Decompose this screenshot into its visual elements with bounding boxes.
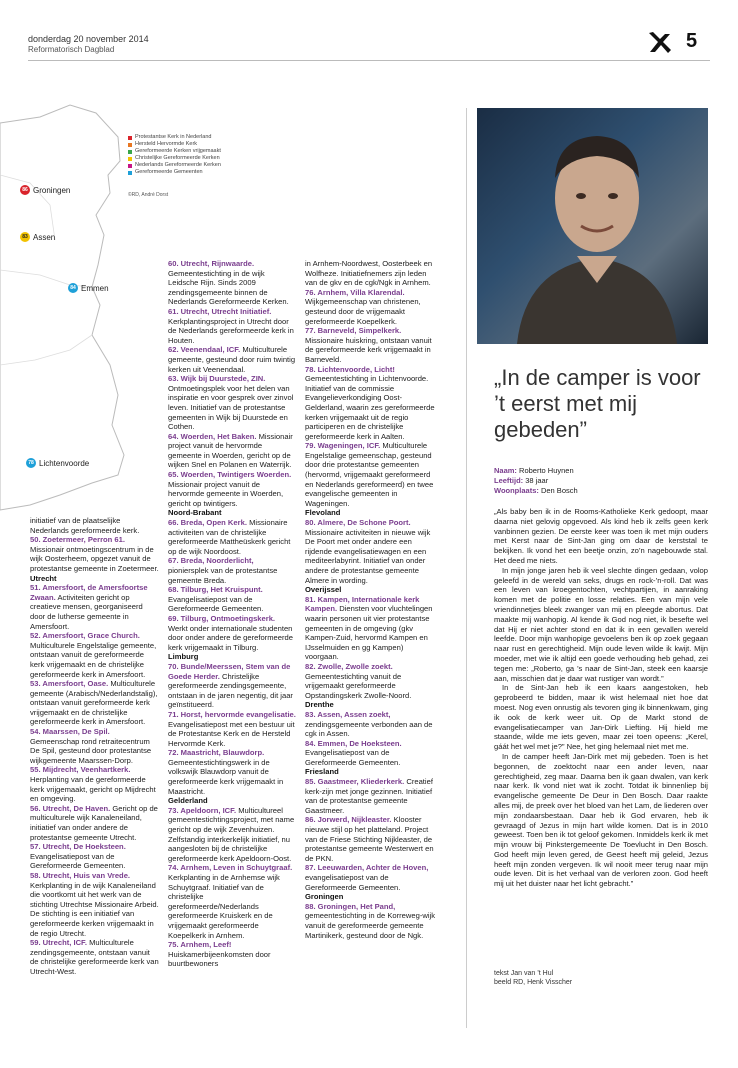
intro-text: initiatief van de plaatselijke Nederlands gereformeerde kerk. — [30, 516, 140, 535]
meta-name: Naam: Roberto Huynen — [494, 466, 574, 475]
list-item: 51. Amersfoort, de Amersfoortse Zwaan. Activiteiten gericht op creatieve mensen, georganiseerd door de lutherse gemeente in Amersfoort. — [30, 583, 148, 631]
map-city-lichtenvoorde: 78 Lichtenvoorde — [26, 458, 89, 468]
list-item: 69. Tilburg, Ontmoetingskerk. Werkt onder internationale studenten door onder andere de gereformeerde kerk vrijgemaakt in Tilburg. — [168, 613, 293, 652]
meta-age: Leeftijd: 38 jaar — [494, 476, 549, 485]
list-item: 83. Assen, Assen zoekt, zendingsgemeente verbonden aan de cgk in Assen. — [305, 709, 433, 739]
interview-text — [494, 507, 708, 889]
map-legend — [128, 134, 221, 176]
list-item: 53. Amersfoort, Oase. Multiculturele gemeente (Arabisch/Nederlandstalig), ontstaan vanuit gereformeerde kerk vrijgemaakt en de christelijke gereformeerde kerk in Amersfoort. — [30, 679, 158, 727]
map-city-groningen: 86 Groningen — [20, 185, 70, 195]
region-heading: Limburg — [168, 652, 199, 662]
region-heading: Groningen — [305, 892, 344, 902]
list-item: 85. Gaastmeer, Kliederkerk. Creatief kerk-zijn met jonge gezinnen. Initiatief van de protestantse gemeente Gaastmeer. — [305, 777, 433, 815]
list-item: 52. Amersfoort, Grace Church. Multiculturele Engelstalige gemeente, ontstaan vanuit de gereformeerde kerk vrijgemaakt en de christelijke gereformeerde kerk in Amersfoort. — [30, 631, 157, 679]
article-credits — [494, 969, 572, 987]
list-item: 78. Lichtenvoorde, Licht! Gemeentestichting in Lichtenvoorde. Initiatief van de commissie Evangelieverkondiging Oost-Gelderland, waarin zes gereformeerde kerken vrijgemaakt uit de regio participeren en de christelijke gereformeerde kerk in Aalten. — [305, 364, 435, 441]
list-item: 61. Utrecht, Utrecht Initiatief. Kerkplantingsproject in Utrecht door de Nederlands gereformeerde kerk in Houten. — [168, 306, 294, 345]
text-column-1 — [30, 516, 160, 977]
list-item: 72. Maastricht, Blauwdorp. Gemeentestichtingswerk in de volkswijk Blauwdorp vanuit de gereformeerde kerk vrijgemaakt in Maastricht. — [168, 748, 284, 796]
map-credit: ©RD, André Dorst — [128, 192, 169, 198]
list-item: 80. Almere, De Schone Poort. Missionaire activiteiten in nieuwe wijk De Poort met onder andere een rijdende evangelisatiewagen en een mediteerlabyrint. Initiatief van onder andere de protestantse gemeente Almere in wording. — [305, 518, 431, 585]
list-item: 81. Kampen, Internationale kerk Kampen. Diensten voor vluchtelingen waarin personen uit vier protestantse gemeenten in de omgeving (gkv Kampen-Zuid, hervormd Kampen en IJsselmuiden en gg Kampen) voorgaan. — [305, 594, 433, 662]
portrait-silhouette-icon — [477, 108, 708, 344]
region-heading: Noord-Brabant — [168, 508, 222, 518]
map-city-assen: 83 Assen — [20, 232, 55, 242]
region-heading: Overijssel — [305, 585, 342, 595]
list-item: 66. Breda, Open Kerk. Missionaire activiteiten van de christelijke gereformeerde Mattheüskerk gericht op de wijk Noordoost. — [168, 518, 291, 556]
text-column-2 — [168, 259, 296, 969]
intro-text: in Arnhem-Noordwest, Oosterbeek en Wolfheze. Initiatiefnemers zijn leden van de gkv en de cgk/Ngk in Arnhem. — [305, 259, 433, 288]
list-item: 67. Breda, Noorderlicht, pioniersplek van de protestantse gemeente Breda. — [168, 556, 278, 585]
page-number: 5 — [686, 30, 698, 52]
credit-photo: beeld RD, Henk Visscher — [494, 979, 573, 986]
list-item: 79. Wageningen, ICF. Multiculturele Engelstalige gemeenschap, gesteund door drie protestantse gemeenten (hervormd, vrijgemaakt gereformeerd en Nederlands gereformeerd) en twee evangelische gemeenten in Wageningen. — [305, 441, 434, 508]
newspaper-logo-icon — [646, 30, 672, 56]
list-item: 82. Zwolle, Zwolle zoekt. Gemeentestichting vanuit de vrijgemaakt gereformeerde Opstandingskerk Zwolle-Noord. — [305, 661, 412, 700]
pull-quote: „In de camper is voor ’t eerst met mij gebeden” — [494, 365, 701, 442]
list-item: 71. Horst, hervormde evangelisatie. Evangelisatiepost met een bestuur uit de Protestantse Kerk en de Hersteld Hervormde Kerk. — [168, 709, 296, 748]
issue-date: donderdag 20 november 2014 — [28, 34, 149, 44]
list-item: 75. Arnhem, Leef! Huiskamerbijeenkomsten door buurtbewoners — [168, 940, 271, 969]
credit-text: tekst Jan van ’t Hul — [494, 970, 554, 977]
page-header — [28, 32, 718, 62]
list-item: 54. Maarssen, De Spil. Gemeenschap rond retraitecentrum De Spil, gesteund door protestantse wijkgemeente Maarssen-Dorp. — [30, 727, 152, 765]
legend-item: Gereformeerde Kerken vrijgemaakt — [128, 148, 221, 155]
text-column-3 — [305, 259, 435, 940]
map-city-emmen: 84 Emmen — [68, 283, 109, 293]
meta-place: Woonplaats: Den Bosch — [494, 486, 578, 495]
legend-item: Nederlands Gereformeerde Kerken — [128, 162, 221, 169]
list-item: 55. Mijdrecht, Veenhartkerk. Herplanting van de gereformeerde kerk vrijgemaakt, gericht op Mijdrecht en omgeving. — [30, 765, 156, 804]
list-item: 50. Zoetermeer, Perron 61. Missionair ontmoetingscentrum in de wijk Oosterheem, opgezet vanuit de protestantse gemeente in Zoetermeer. — [30, 535, 159, 573]
column-divider — [466, 108, 467, 1028]
legend-item: Protestantse Kerk in Nederland — [128, 134, 221, 141]
paragraph: „Als baby ben ik in de Rooms-Katholieke Kerk gedoopt, maar daarna niet gelovig opgevoed. Als kind heb ik zelfs geen kerk vanbinnen gezien. De eerste keer was toen ik met mijn ouders met Kerst naar de Sint-Jan ging om daar de kerststal te bekijken. Ik vond het een beetje onzin, zo’n nagebouwde stal. Het deed me niets. — [494, 507, 708, 565]
list-item: 77. Barneveld, Simpelkerk. Missionaire huiskring, ontstaan vanuit de gereformeerde kerk vrijgemaakt in Barneveld. — [305, 326, 432, 364]
region-heading: Drenthe — [305, 700, 334, 710]
list-item: 73. Apeldoorn, ICF. Multicultureel gemeentestichtingsproject, met name gericht op de wijk Zevenhuizen. Zelfstandig interkerkelijk initiatief, nu aangesloten bij de christelijke gereformeerde kerk Apeldoorn-Oost. — [168, 805, 295, 863]
region-heading: Utrecht — [30, 573, 57, 583]
list-item: 74. Arnhem, Leven in Schuytgraaf. Kerkplanting in de Arnhemse wijk Schuytgraaf. Initiatief van de christelijke gereformeerde/Nederlands gereformeerde Kruiskerk en de vrijgemaakt gereformeerde Koepelkerk in Arnhem. — [168, 863, 293, 940]
paragraph: In mijn jonge jaren heb ik veel slechte dingen gedaan, volop geleefd in de wereld van seks, drugs en rock-’n-roll. Dat was een leven van kroegentochten, vechtpartijen, in aanraking komen met de politie en losse relaties. Een van mijn vele vriendinnetjes bleek zwanger van mij en pleegde abortus. Dat maakte mij wanhopig. Al kende ik God nog niet, ik besefte wel dat Hij er niet achter stond en dat ik in een gevallen wereld leefde. Door mijn wanhopige gevoelens ben ik op zoek gegaan naar rust en gerechtigheid. Mijn oude leven wilde ik kwijt. Mijn moeder, met wie ik altijd een goede verhouding heb gehad, zei tegen me: „Roberto, ga ’s naar de Sint-Jan, steek een kaarsje aan, misschien dat je daar wat rustiger van wordt.” — [494, 565, 708, 683]
legend-item: Gereformeerde Gemeenten — [128, 169, 221, 176]
profile-meta — [494, 466, 578, 496]
region-heading: Friesland — [305, 767, 339, 777]
list-item: 68. Tilburg, Het Kruispunt. Evangelisatiepost van de Gereformeerde Gemeenten. — [168, 585, 264, 614]
list-item: 57. Utrecht, De Hoeksteen. Evangelisatiepost van de Gereformeerde Gemeenten. — [30, 842, 126, 871]
legend-item: Hersteld Hervormde Kerk — [128, 141, 221, 148]
list-item: 56. Utrecht, De Haven. Gericht op de multiculturele wijk Kanaleneiland, initiatief van onder andere de protestantse gemeente Utrecht. — [30, 803, 158, 842]
portrait-photo — [477, 108, 708, 344]
list-item: 65. Woerden, Twintigers Woerden. Missionair project vanuit de hervormde gemeente in Woerden, gericht op twintigers. — [168, 470, 292, 508]
region-heading: Flevoland — [305, 508, 341, 518]
list-item: 63. Wijk bij Duurstede, ZIN. Ontmoetingsplek voor het delen van inspiratie en voor gesprek over zinvol leven. Initiatief van de protestantse gemeenten in Wijk bij Duurstede en Cothen. — [168, 374, 294, 432]
paragraph: In de camper heeft Jan-Dirk met mij gebeden. Toen is het begonnen, de zoektocht naar een ander leven, naar gerechtigheid, zeg maar. Daarna ben ik gaan dwalen, van kerk naar kerk. Ik vond niet wat ik zocht. Totdat ik binnenliep bij evangelische gemeente De Deur in Den Bosch. Daar raakte alles mij, de preek over het bloed van het Lam, de liederen over mijn zondaarsbestaan. Daar heb ik God ervaren, heb ik gevraagd of Jezus in mijn hart wilde komen. Dat is in 2010 geweest. Toen ben ik tot geloof gekomen. Inmiddels kerk ik met mijn vrouw bij Pinkstergemeente De Toevlucht in Den Bosch. God heeft mijn leven gered, de Geest heeft mij geleid, Jezus heeft mijn zonden vergeven. Ik wil nooit meer terug naar mijn oude leven. Dit is het verhaal van de verloren zoon. God heeft mij uit het duister naar het licht gebracht.” — [494, 751, 709, 889]
list-item: 70. Bunde/Meerssen, Stem van de Goede Herder. Christelijke gereformeerde zendingsgemeente, ontstaan in de jaren negentig, dit jaar geïnstitueerd. — [168, 661, 293, 710]
newspaper-name: Reformatorisch Dagblad — [28, 45, 115, 54]
list-item: 64. Woerden, Het Baken. Missionair project vanuit de hervormde gemeente in Woerden, gericht op de wijken Snel en Polanen en Waterrijk. — [168, 431, 293, 470]
legend-item: Christelijke Gereformeerde Kerken — [128, 155, 221, 162]
paragraph: In de Sint-Jan heb ik een kaars aangestoken, heb geprobeerd te bidden, maar ik wist helemaal niet hoe dat moest. Nog even onrustig als tevoren ging ik binnenkwam, ging ik ook de kerk weer uit. Op de Markt stond de evangelisatiecamper van Jan-Dirk Liefting. Hij hield me staande, wilde me iets geven, maar zei toen opeens: „Kerel, gáát het wel met je?” Nee, het ging helemaal niet met me. — [494, 683, 708, 752]
list-item: 59. Utrecht, ICF. Multiculturele zendingsgemeente, ontstaan vanuit de christelijke gereformeerde kerk van Utrecht-West. — [30, 938, 159, 976]
region-heading: Gelderland — [168, 796, 208, 806]
header-rule — [28, 60, 710, 61]
list-item: 84. Emmen, De Hoeksteen. Evangelisatiepost van de Gereformeerde Gemeenten. — [305, 738, 402, 767]
list-item: 86. Jorwerd, Nijkleaster. Klooster nieuwe stijl op het platteland. Project van de Friese Stichting Nijkleaster, de protestantse gemeente Westerwert en de PKN. — [305, 815, 434, 863]
list-item: 87. Leeuwarden, Achter de Hoven, evangelisatiepost van de Gereformeerde Gemeenten. — [305, 863, 429, 892]
list-item: 60. Utrecht, Rijnwaarde. Gemeentestichting in de wijk Leidsche Rijn. Sinds 2009 zendingsgemeente binnen de Nederlands Gereformeerde Kerken. — [168, 259, 289, 307]
list-item: 62. Veenendaal, ICF. Multiculturele gemeente, gesteund door ruim twintig kerken uit Veenendaal. — [168, 345, 296, 374]
list-item: 58. Utrecht, Huis van Vrede. Kerkplanting in de wijk Kanaleneiland die voortkomt uit het werk van de stichting Utrechtse Missionaire Arbeid. De stichting is een initiatief van gereformeerde kerken vrijgemaakt in de regio Utrecht. — [30, 870, 159, 938]
list-item: 76. Arnhem, Villa Klarendal. Wijkgemeenschap van christenen, gesteund door de vrijgemaakt gereformeerde Koepelkerk. — [305, 287, 421, 326]
list-item: 88. Groningen, Het Pand, gemeentestichting in de Korreweg-wijk vanuit de gereformeerde gemeente Martinikerk, gesteund door de Ngk. — [305, 901, 436, 940]
